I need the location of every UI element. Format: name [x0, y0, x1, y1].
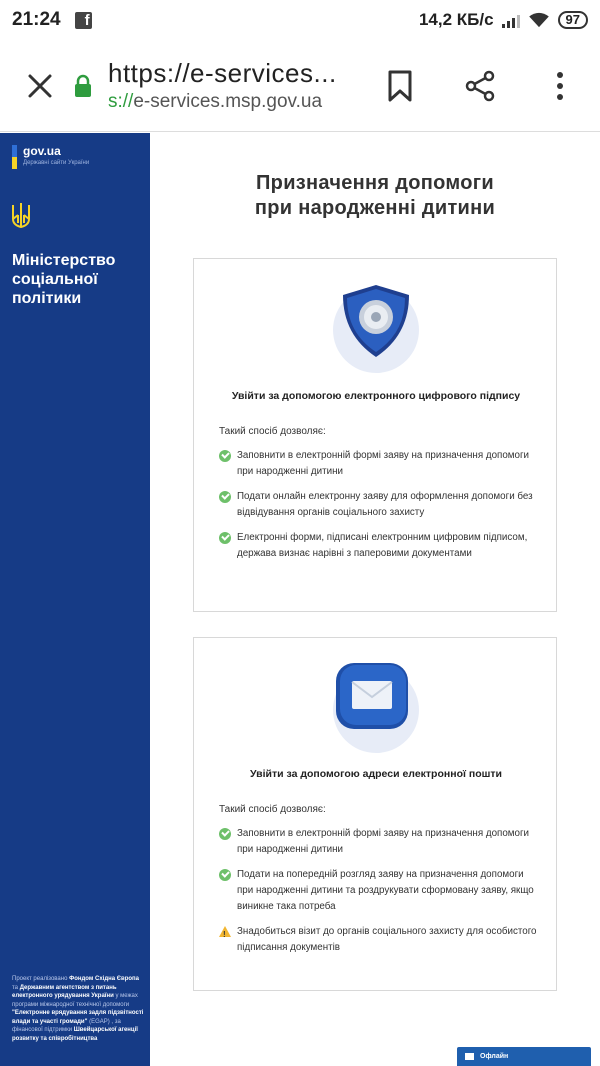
feature-item — [219, 489, 539, 521]
check-icon — [219, 869, 231, 881]
facebook-icon: f — [75, 12, 92, 29]
bookmark-icon — [387, 70, 413, 102]
footer-text: (EGAP) , за фінансової підтримки — [12, 1018, 121, 1033]
warning-icon — [219, 926, 231, 937]
feature-text: Подати онлайн електронну заяву для оформлення допомоги без відвідування органів соціального захисту — [237, 491, 533, 518]
more-icon — [556, 71, 564, 101]
browser-actions — [360, 40, 600, 132]
card-title[interactable]: Увійти за допомогою адреси електронної пошти — [250, 768, 502, 780]
project-footer-note — [12, 975, 144, 1043]
sidebar — [0, 133, 150, 1066]
url-scheme: s:// — [108, 91, 134, 112]
browser-toolbar — [0, 40, 600, 132]
login-card-email[interactable] — [193, 637, 557, 991]
check-icon — [219, 491, 231, 503]
feature-text: Подати на попередній розгляд заяву на призначення допомоги при народженні дитини та роздрукувати сформовану заяву, якщо виникне така потреба — [237, 869, 534, 912]
ministry-name[interactable]: Міністерство соціальної політики — [12, 252, 116, 307]
wifi-icon — [528, 12, 550, 28]
url-host — [108, 91, 348, 113]
feature-text: Заповнити в електронній формі заяву на призначення допомоги при народженні дитини — [237, 450, 530, 477]
footer-bold: "Електронне врядування задля підзвітності влади та участі громади" — [12, 1010, 144, 1025]
ukraine-flag-icon — [12, 145, 17, 169]
network-speed: 14,2 КБ/с — [418, 10, 494, 29]
close-button[interactable] — [0, 40, 80, 132]
feature-list — [219, 448, 539, 571]
feature-item — [219, 924, 539, 956]
offline-label: Офлайн — [480, 1053, 509, 1060]
card-title[interactable]: Увійти за допомогою електронного цифрового підпису — [231, 390, 521, 402]
main-content — [150, 133, 600, 1066]
footer-bold: Швейцарської агенції розвитку та співробітництва — [12, 1027, 138, 1042]
trident-icon — [10, 201, 32, 231]
battery-icon: 97 — [558, 11, 588, 29]
page-title — [150, 171, 600, 221]
envelope-icon — [334, 661, 410, 731]
lock-icon[interactable] — [72, 40, 94, 132]
footer-text: та — [12, 984, 20, 991]
status-indicators — [419, 10, 588, 30]
card-intro: Такий спосіб дозволяє: — [219, 426, 326, 437]
login-card-digital-signature[interactable] — [193, 258, 557, 612]
feature-item — [219, 826, 539, 858]
feature-text: Знадобиться візит до органів соціального захисту для особистого підписання документів — [237, 926, 537, 953]
feature-list — [219, 826, 539, 965]
govua-subtitle: Державні сайти України — [23, 160, 90, 166]
footer-bold: Державним агентством з питань електронного урядування України — [12, 984, 117, 999]
page-url-title: https://e-services... — [108, 58, 337, 88]
page-title-line: при народженні дитини — [254, 197, 496, 219]
feature-item — [219, 530, 539, 562]
feature-text: Заповнити в електронній формі заяву на призначення допомоги при народженні дитини — [237, 828, 530, 855]
status-bar — [0, 0, 600, 40]
check-icon — [219, 828, 231, 840]
close-icon — [27, 73, 53, 99]
url-domain: e-services.msp.gov.ua — [133, 91, 323, 112]
feature-item — [219, 448, 539, 480]
more-menu-button[interactable] — [520, 40, 600, 132]
footer-bold: Фондом Східна Європа — [69, 976, 140, 982]
govua-name: gov.ua — [23, 144, 61, 158]
offline-button[interactable] — [457, 1047, 591, 1066]
govua-logo[interactable] — [12, 145, 89, 169]
page-title-line: Призначення допомоги — [256, 172, 494, 194]
status-time: 21:24 — [12, 9, 61, 30]
feature-item — [219, 867, 539, 915]
bookmark-button[interactable] — [360, 40, 440, 132]
check-icon — [219, 450, 231, 462]
share-button[interactable] — [440, 40, 520, 132]
mail-icon — [465, 1053, 474, 1060]
share-icon — [464, 70, 496, 102]
shield-lock-icon — [339, 283, 413, 359]
feature-text: Електронні форми, підписані електронним цифровим підписом, держава визнає нарівні з паперовими документами — [237, 532, 528, 559]
url-box[interactable] — [108, 58, 348, 113]
card-intro: Такий спосіб дозволяє: — [219, 804, 326, 815]
signal-icon — [502, 12, 520, 28]
footer-text: Проект реалізовано — [12, 976, 70, 982]
check-icon — [219, 532, 231, 544]
footer-text: у межах програми міжнародної технічної допомоги — [12, 993, 138, 1008]
